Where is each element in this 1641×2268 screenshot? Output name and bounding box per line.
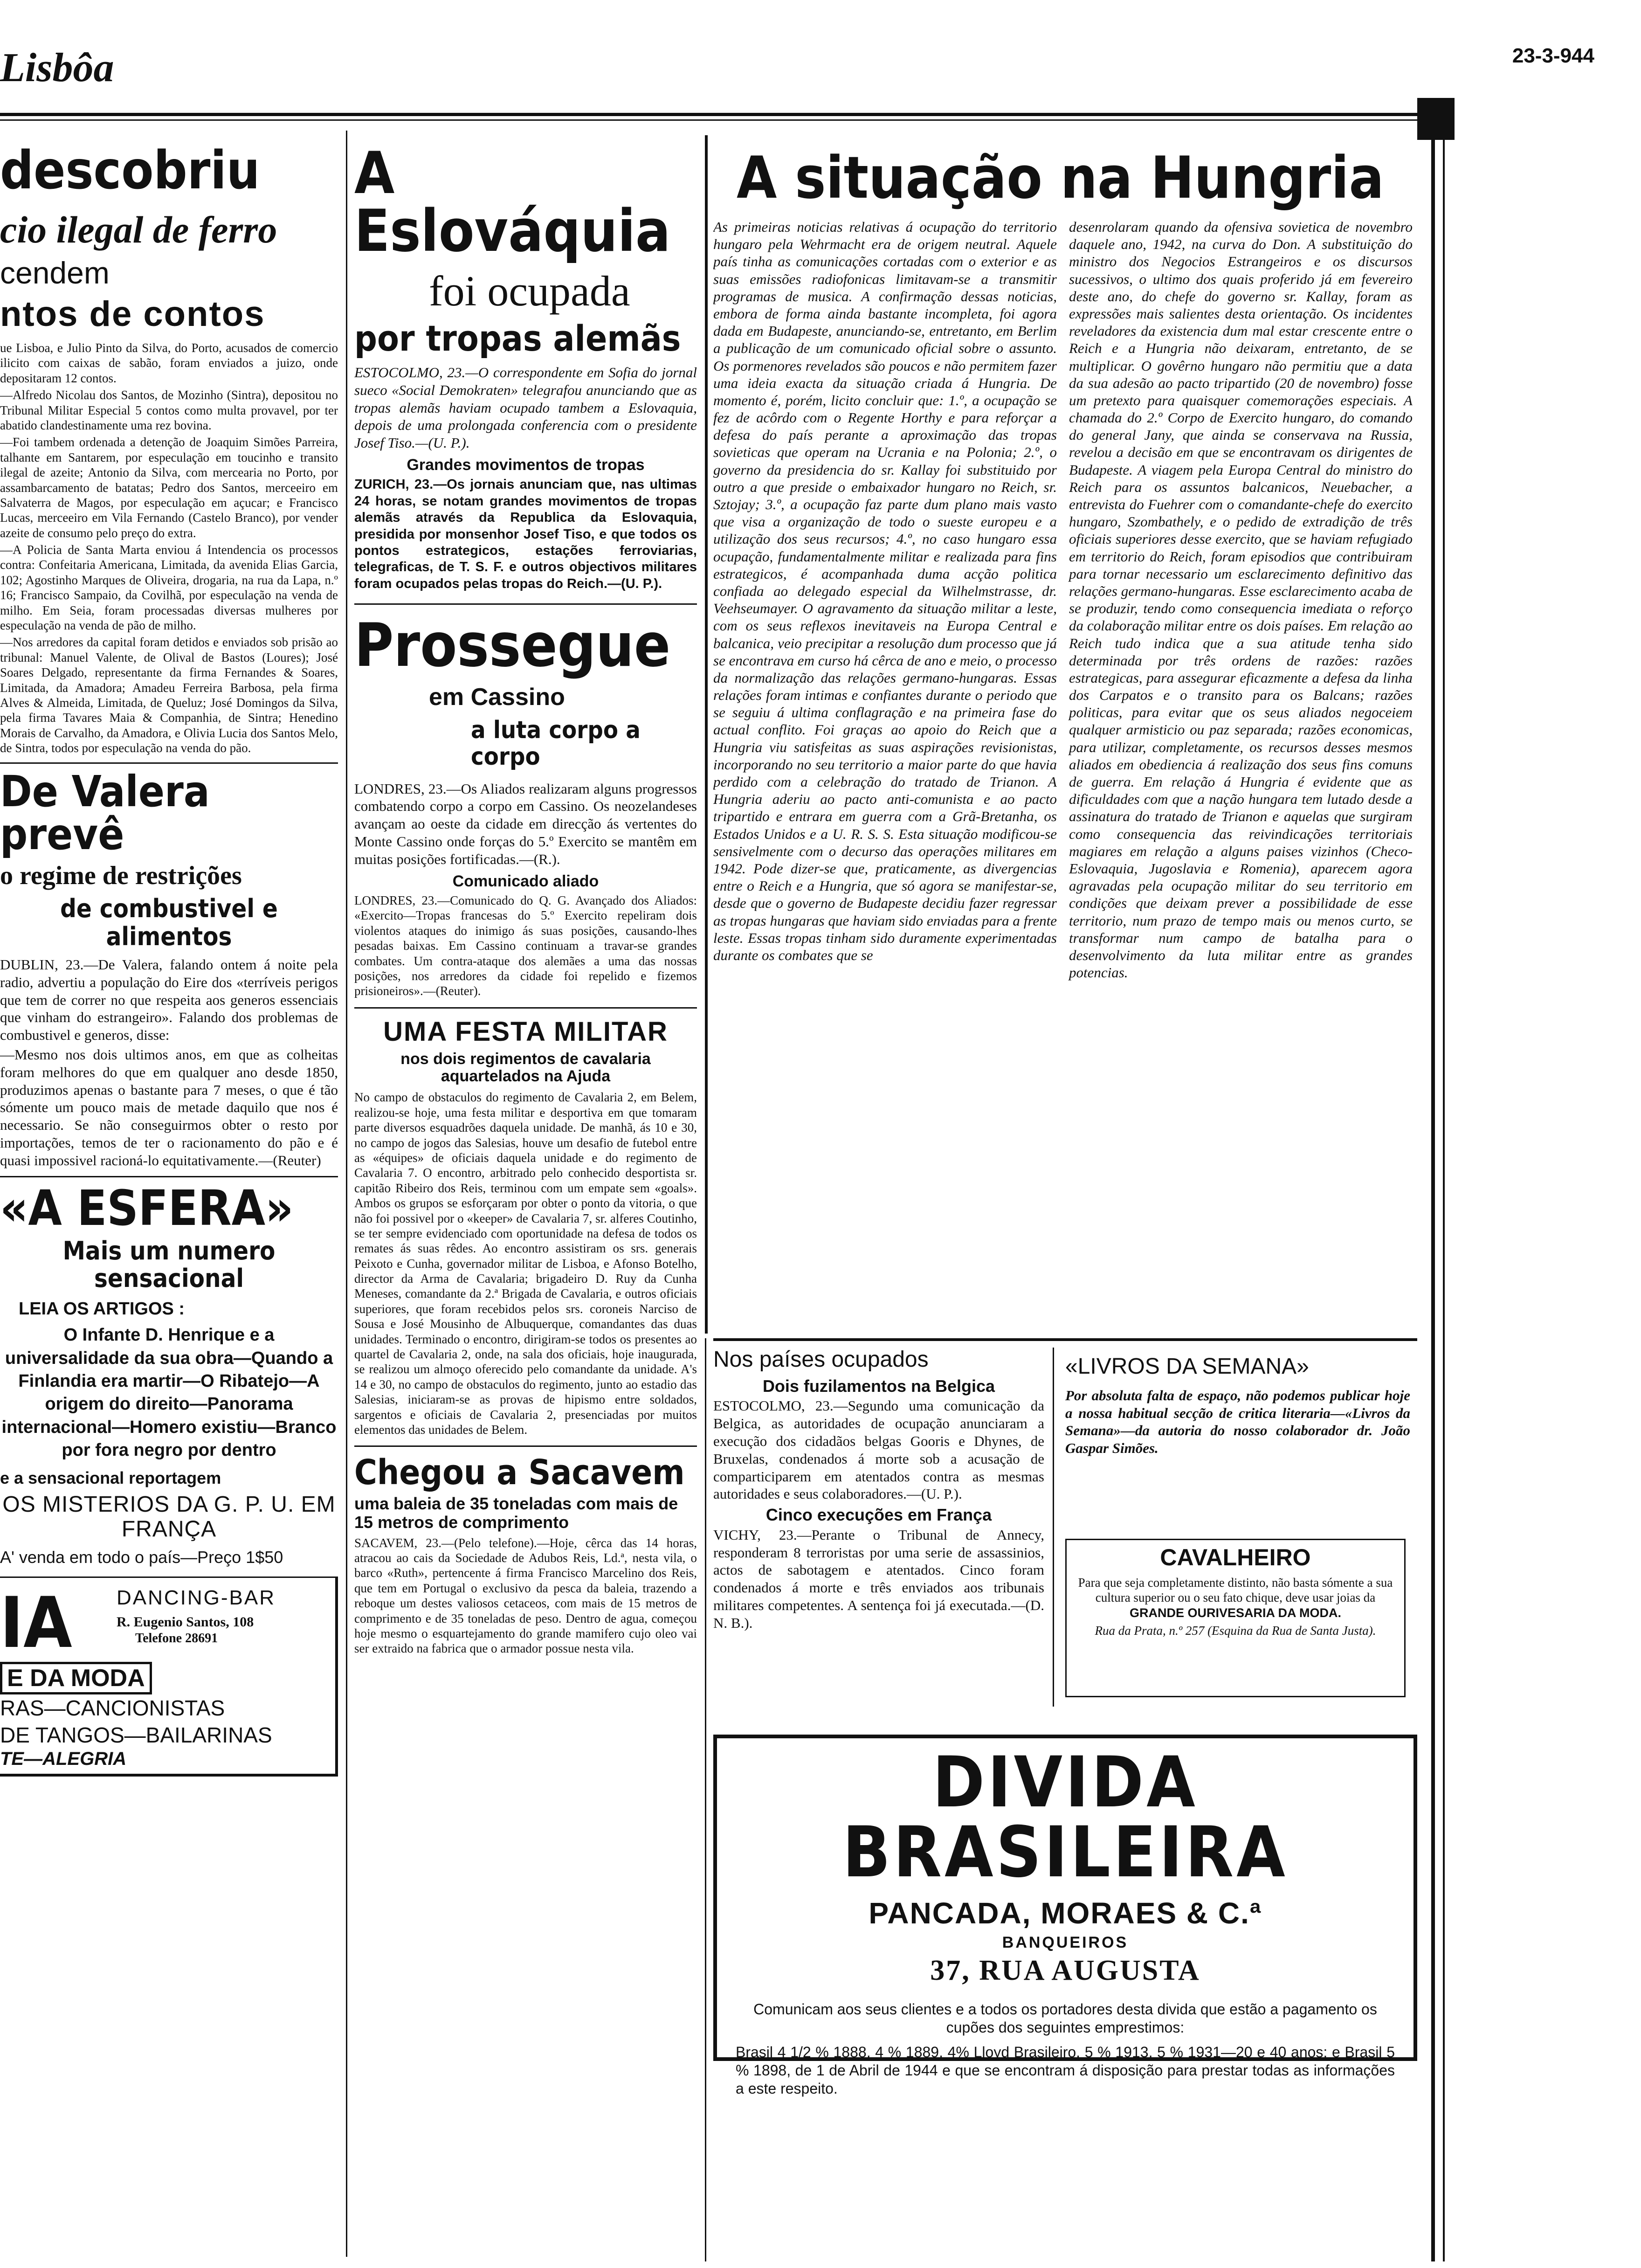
section-rule [354,603,697,605]
section-rule [0,1176,338,1177]
page-edge-rule [1431,135,1435,2261]
dancing-line2: DE TANGOS—BAILARINAS [0,1722,272,1747]
esfera-sub: Mais um numero sensacional [62,1236,276,1293]
prossegue-headline: Prossegue [354,611,671,681]
hungria-right-text: desenrolaram quando da ofensiva sovietica de novembro daquele ano, 1942, na curva do Don. A substituição do ministro dos Negocios Estrangeiros e os discursos sucessivos, o ultimo dos quais proferido já em fevereiro deste ano, do chefe do governo sr. Kallay, foram as expressões mais salientes desta orientação. Os incidentes reveladores da existencia dum mal estar crescente entre o Reich e a Hungria não deixaram, entretanto, de se multiplicar. O govêrno hungaro não permitiu que a data da sua adesão ao pacto tripartido (20 de novembro) fosse um pretexto para quaisquer comemorações especiais. A chamada do 2.º Corpo de Exercito hungaro, do comando do general Jany, que ainda se conservava na Russia, revelou a decisão em que se encontravam os dirigentes de Budapeste. A viagem pela Europa Central do ministro do Reich para os assuntos balcanicos, Neuebacher, a entrevista do Fuehrer com o comandante-chefe do exercito hungaro, Szombathely, e o pedido de extradição de três oficiais superiores desse exercito, que se haviam refugiado em territorio do Reich, foram episodios que contribuiram para tornar necessario um esclarecimento definitivo das relações germano-hungaras. Esse esclarecimento acaba de se produzir, tendo como consequencia imediata o reforço da colaboração militar entre os dois países. Em relação ao Reich tudo indica que a sua atitude tenha sido determinada por três ordens de razões: razões estrategicas, para assegurar eficazmente a defesa da linha dos Carpatos e o transito para os Balcans; razões politicas, para evitar que os seus aliados negoceiem qualquer armisticio ou paz separada; razões economicas, para utilizar, completamente, os recursos desses mesmos aliados em obediencia á realização dos seus fins comuns de guerra. Em relação á Hungria é evidente que as dificuldades com que a nação hungara tem lutado desde a assinatura do tratado de Trianon e aquelas que surgiram como consequencia das reivindicações territoriais magiares em relação a alguns paises vizinhos (Checo-Eslovaquia, Jugoslavia e Romenia), aparecem agora agravadas pela ocupação militar do seu territorio em condições que deixam prever a possibilidade de esse territorio, num prazo de tempo mais ou menos curto, se transformar num campo de batalha para o desenvolvimento da luta militar entre as grandes potencias. [1069,219,1413,981]
issue-date: 23-3-944 [1512,44,1594,67]
comunicado-body: LONDRES, 23.—Comunicado do Q. G. Avançado dos Aliados: «Exercito—Tropas francesas do 5.º Exercito repeliram dois violentos ataques do inimigo ás suas posições, causando-lhes pesadas baixas. Em Cassino continuam a travar-se grandes combates. Um contra-ataque dos alemães a uma das nossas posições, nos arredores da cidade foi repelido e fizemos prisioneiros».—(Reuter). [354,893,697,998]
fraud-subheadline: cio ilegal de ferro [0,208,277,251]
article-paragraph: —A Policia de Santa Marta enviou á Intendencia os processos contra: Confeitaria Americana, Limitada, da avenida Elias Garcia, 102; Agostinho Marques de Oliveira, drogaria, na rua da Lapa, n.º 16; Francisco Sampaio, da Covilhã, por especulação na venda de milho. Em Seia, foram processadas diversas mulheres por especulação na venda de pão de milho. [0,543,338,633]
fuzil-title: Dois fuzilamentos na Belgica [762,1376,995,1396]
article-paragraph: —Foi tambem ordenada a detenção de Joaquim Simões Parreira, talhante em Santarem, por especulação em toucinho e transito ilegal de azeite; Antonio da Silva, com mercearia no Porto, por assambarcamento de batatas; Pedro dos Santos, merceeiro em Salvaterra de Magos, por especulação em açucar; e Francisco Lucas, merceeiro em Vila Fernando (Castelo Branco), por vender azeite de consumo pelo preço do extra. [0,435,338,540]
left-column [0,135,338,2261]
festa-sub: nos dois regimentos de cavalaria aquartelados na Ajuda [400,1050,651,1086]
cavalheiro-text: Para que seja completamente distinto, não basta sómente a sua cultura superior ou o seu fato chique, deve usar joias da [1078,1576,1393,1605]
cavalheiro-title: CAVALHEIRO [1160,1544,1311,1570]
section-rule [0,762,338,764]
fraud-kicker: cendem [0,256,110,290]
paises-title: Nos países ocupados [713,1348,929,1372]
top-rule [0,113,1417,116]
dancing-line1: RAS—CANCIONISTAS [0,1695,225,1720]
hungria-article [713,135,1413,1338]
livros-title: «LIVROS DA SEMANA» [1065,1355,1309,1379]
cavalheiro-address: Rua da Prata, n.º 257 (Esquina da Rua de Santa Justa). [1095,1624,1376,1638]
cavalheiro-ad [1065,1539,1406,1697]
esfera-report-title: OS MISTERIOS DA G. P. U. EM FRANÇA [2,1492,336,1542]
comunicado-title: Comunicado aliado [452,872,599,890]
esfera-title: «A ESFERA» [0,1179,294,1237]
divida-brasileira-ad [713,1735,1417,2097]
esfera-price: A' venda em todo o país—Preço 1$50 [0,1547,283,1567]
middle-column [354,135,697,2261]
column-divider-2-lower [705,1338,706,2261]
eslovaquia-sub: foi ocupada [429,267,630,315]
column-divider-3 [1053,1348,1054,1707]
divida-firm: PANCADA, MORAES & C.ª [869,1896,1262,1930]
hungria-headline: A situação na Hungria [737,145,1384,212]
eslovaquia-headline: A Eslováquia [354,140,671,265]
column-divider-1 [346,131,347,2257]
fraud-amount: ntos de contos [0,294,265,334]
grandes-body: ZURICH, 23.—Os jornais anunciam que, nas ultimas 24 horas, se notam grandes movimentos de tropas alemãs através da Republica da Eslovaquia, presidida por monsenhor Josef Tiso, e que todos os pontos estrategicos, estações ferroviarias, telegraficas, de T. S. F. e outros objectivos militares foram ocupados pelas tropas do Reich.—(U. P.). [354,477,697,591]
sacavem-sub: uma baleia de 35 toneladas com mais de 15 metros de comprimento [354,1494,678,1532]
sacavem-body: SACAVEM, 23.—(Pelo telefone).—Hoje, cêrca das 14 horas, atracou ao cais da Sociedade de Adubos Reis, Ld.ª, nesta vila, o barco «Ruth», pertencente á firma Francisco Marcelino dos Reis, que tem em Portugal o exclusivo da pesca da baleia, trazendo a reboque um destes valiosos cetaceos, com mais de 15 metros de comprimento e de 35 toneladas de peso. Dentro de agua, começou hoje mesmo o esquartejamento do grande mamifero cujo oleo vai ser extraido na fabrica que o armador possue nesta vila. [354,1535,697,1656]
prossegue-sub2: a luta corpo a corpo [471,716,641,771]
dancing-big-letters: IA [0,1582,72,1664]
eslovaquia-sub2: por tropas alemãs [354,318,681,359]
sacavem-headline: Chegou a Sacavem [354,1452,685,1493]
page-edge-bar-top [1417,98,1455,140]
section-rule [713,1338,1417,1341]
article-paragraph: ue Lisboa, e Julio Pinto da Silva, do Porto, acusados de comercio ilicito com caixas de sabão, foram enviados a juizo, onde depositaram 12 contos. [0,341,338,385]
page-edge-rule-outer [1443,135,1445,2261]
divida-body2: Brasil 4 1/2 % 1888, 4 % 1889, 4% Lloyd Brasileiro, 5 % 1913, 5 % 1931—20 e 40 anos; e Brasil 5 % 1898, de 1 de Abril de 1944 e que se encontram á disposição para prestar todas as informações a este respeito. [736,2044,1395,2097]
hungria-left-text: As primeiras noticias relativas á ocupação do territorio hungaro pela Wehrmacht era de origem neutral. Aquele país tinha as comunicações cortadas com o exterior e as suas emissões radiofonicas limitavam-se a transmitir programas de musica. A confirmação dessas noticias, embora de forma ainda bastante incompleta, foi agora dada em Budapeste, anunciando-se, entretanto, em Berlim a publicação de um comunicado oficial sobre o assunto. Os pormenores revelados são poucos e não permitem fazer uma ideia exacta da situação criada á Hungria. De momento é, porém, licito concluir que: 1.º, a ocupação se fez de acôrdo com o Regente Horthy e para reforçar a defesa do país perante a aproximação das tropas sovieticas que operam na Ucrania e na Polonia; 2.º, o governo da presidencia do sr. Kallay foi substituido por outro a que preside o embaixador hungaro no Reich, sr. Sztojay; 3.º, a ocupação faz parte dum plano mais vasto que visa a organização de todo o sueste europeu e a utilização dos seus recursos; 4.º, no caso hungaro essa ocupação, fundamentalmente militar e realizada para fins estrategicos, é acompanhada duma acção politica confiada ao delegado especial da Wilhelmstrasse, dr. Veehseumayer. O agravamento da situação militar a leste, com os seus reflexos inevitaveis na Europa Central e balcanica, veio precipitar a resolução dum processo que já se encontrava em curso há cêrca de ano e meio, o processo da normalização das relações germano-hungaras. Essas relações foram intimas e confiantes durante o periodo que se seguiu á ultima conflagração e na primeira fase do actual conflito. Foi graças ao apoio do Reich que a Hungria viu satisfeitas as suas aspirações revisionistas, incorporando no seu territorio a maior parte do que havia perdido com a celebração do tratado de Trianon. A Hungria aderiu ao pacto anti-comunista e ao pacto tripartido e entrara em guerra com a Grã-Bretanha, os Estados Unidos e a U. R. S. S. Esta situação modificou-se sensivelmente com o decurso das operações militares em 1942. Pode dizer-se que, praticamente, as divergencias entre o Reich e a Hungria, que só agora se manifestar-se, desde que o governo de Budapeste decidiu fazer regressar as tropas hungaras que haviam sido enviadas para a frente leste. Essas tropas tinham sido duramente experimentadas durante os combates que se [713,219,1057,963]
paises-ocupados [713,1348,1044,1674]
top-rule-thin [0,119,1417,121]
article-paragraph: DUBLIN, 23.—De Valera, falando ontem á noite pela radio, advertiu a população do Eire dos «terríveis perigos que tem de correr no que respeita aos generos essenciais que vinham do estrangeiro». Falando dos problemas de combustivel e generos, disse: [0,956,338,1044]
fraud-headline: descobriu [0,140,260,201]
column-divider-2 [705,135,708,1334]
prossegue-sub1: em Cassino [429,684,565,711]
dancing-line3: TE—ALEGRIA [0,1748,127,1769]
grandes-title: Grandes movimentos de tropas [407,456,645,474]
cavalheiro-body [1076,1575,1395,1620]
section-rule [354,1007,697,1009]
valera-headline: De Valera prevê [0,766,210,859]
newspaper-section-title: Lisbôa [0,45,114,90]
valera-sub2: de combustivel e alimentos [60,894,278,951]
esfera-articles: O Infante D. Henrique e a universalidade da sua obra—Quando a Finlandia era martir—O Ribatejo—A origem do direito—Panorama internacional—Homero existiu—Branco por fora negro por dentro [1,1325,337,1460]
hungria-columns [713,218,1413,981]
article-paragraph: —Nos arredores da capital foram detidos e enviados sob prisão ao tribunal: Manuel Valente, de Olival de Bastos (Loures); José Soares Delgado, representante da firma Fernandes & Soares, Limitada, da Amadora; Amadeu Ferreira Barbosa, pela firma Alves & Almeida, Limitada, de Queluz; José Domingos da Silva, pela firma Tavares Maia & Companhia, de Sintra; Henedino Morais de Carvalho, da Amadora, e Olivia Lucia dos Santos Melo, de Sintra, todos por especulação na venda do pão. [0,635,338,755]
livros-da-semana [1065,1355,1410,1532]
eslovaquia-body: ESTOCOLMO, 23.—O correspondente em Sofia do jornal sueco «Social Demokraten» telegrafou anunciando que as tropas alemãs haviam ocupado tambem a Eslovaquia, depois de uma prolongada conferencia com o presidente Josef Tiso.—(U. P.). [354,364,697,451]
esfera-leia: LEIA OS ARTIGOS : [19,1299,185,1319]
cinco-title: Cinco execuções em França [765,1505,992,1525]
cinco-body: VICHY, 23.—Perante o Tribunal de Annecy, responderam 8 terroristas por uma serie de assassinios, actos de sabotagem e atentados. Cinco foram condenados á morte e três enviados aos tribunais militares competentes. A sentença foi já executada.—(D. N. B.). [713,1526,1044,1631]
festa-body: No campo de obstaculos do regimento de Cavalaria 2, em Belem, realizou-se hoje, uma festa militar e desportiva em que tomaram parte diversos esquadrões daquela unidade. De manhã, ás 10 e 30, no campo de jogos das Salesias, houve um desafio de futebol entre as «équipes» de oficiais daquela unidade e do regimento de Cavalaria 7. O encontro, arbitrado pelo conhecido desportista sr. capitão Ribeiro dos Reis, terminou com um empate sem «goals». Ambos os grupos se esforçaram por obter o ponto da vitoria, o que não foi possivel por o «keeper» de Cavalaria 7, sr. alferes Coutinho, se ter sempre evidenciado com oportunidade na defesa de todos os remates ás suas rêdes. Ao encontro assistiram os srs. generais Peixoto e Cunha, governador militar de Lisboa, e Afonso Botelho, director da Arma de Cavalaria; brigadeiro D. Ruy da Cunha Meneses, comandante da 2.ª Brigada de Cavalaria, e outros oficiais superiores, que foram recebidos pelos srs. coroneis Narciso de Sousa e José Mousinho de Albuquerque, comandantes das duas unidades. Terminado o encontro, dirigiram-se todos os presentes ao quartel de Cavalaria 2, onde, na sala dos oficiais, hoje inaugurada, se realizou um almoço oferecido pelo comandante da unidade. A's 14 e 30, no campo de obstaculos do regimento, junto ao estadio das Salesias, iniciaram-se as provas de hipismo entre soldados, sargentos e oficiais de Cavalaria 2, presenciadas por muitos elementos das unidades de Belem. [354,1090,697,1437]
esfera-report-intro: e a sensacional reportagem [0,1468,221,1487]
section-rule [354,1445,697,1447]
divida-body1: Comunicam aos seus clientes e a todos os portadores desta divida que estão a pagamento os cupões dos seguintes emprestimos: [753,2000,1377,2036]
livros-body: Por absoluta falta de espaço, não podemos publicar hoje a nossa habitual secção de critica literaria—«Livros da Semana»—da autoria do nosso colaborador dr. João Gaspar Simões. [1065,1387,1410,1457]
article-paragraph: —Alfredo Nicolau dos Santos, de Mozinho (Sintra), depositou no Tribunal Militar Especial 5 contos como multa provavel, por ter abatido clandestinamente uma rez bovina. [0,388,338,432]
cavalheiro-jeweler: GRANDE OURIVESARIA DA MODA. [1129,1605,1342,1620]
dancing-title: DANCING-BAR [117,1586,276,1609]
prossegue-body: LONDRES, 23.—Os Aliados realizaram alguns progressos combatendo corpo a corpo em Cassino. Os neozelandeses avançam ao oeste da cidade em direcção ás vertentes do Monte Cassino onde forças do 5.º Exercito se mantêm em muitas posições fortificadas.—(R.). [354,780,697,867]
divida-title: DIVIDA BRASILEIRA [842,1742,1288,1893]
fuzil-body: ESTOCOLMO, 23.—Segundo uma comunicação da Belgica, as autoridades de ocupação anunciaram a execução dos cidadãos belgas Gooris e Dhynes, de Bruxelas, condenados á morte sob a acusação de comparticiparem em atentados contra as mesmas autoridades e seus colaboradores.—(U. P.). [713,1397,1044,1502]
article-paragraph: —Mesmo nos dois ultimos anos, em que as colheitas foram melhores do que em qualquer ano desde 1850, produzimos apenas o bastante para 7 meses, o que é tão sómente um pouco mais de metade daquilo que nos é necessario. Se não conseguirmos obter o resto por importações, temos de ter o racionamento do pão e é quasi impossivel racioná-lo equitativamente.—(Reuter) [0,1046,338,1169]
dancing-phone: Telefone 28691 [135,1631,218,1646]
divida-banqueiros: BANQUEIROS [1002,1934,1129,1952]
dancing-address: R. Eugenio Santos, 108 [117,1614,254,1630]
festa-title: UMA FESTA MILITAR [383,1016,668,1047]
valera-article-body [0,956,338,1169]
divida-address: 37, RUA AUGUSTA [930,1954,1200,1986]
dancing-bar-ad [0,1578,338,1777]
fraud-article-body [0,340,338,756]
dancing-moda: E DA MODA [0,1662,152,1694]
valera-sub1: o regime de restrições [0,861,242,890]
